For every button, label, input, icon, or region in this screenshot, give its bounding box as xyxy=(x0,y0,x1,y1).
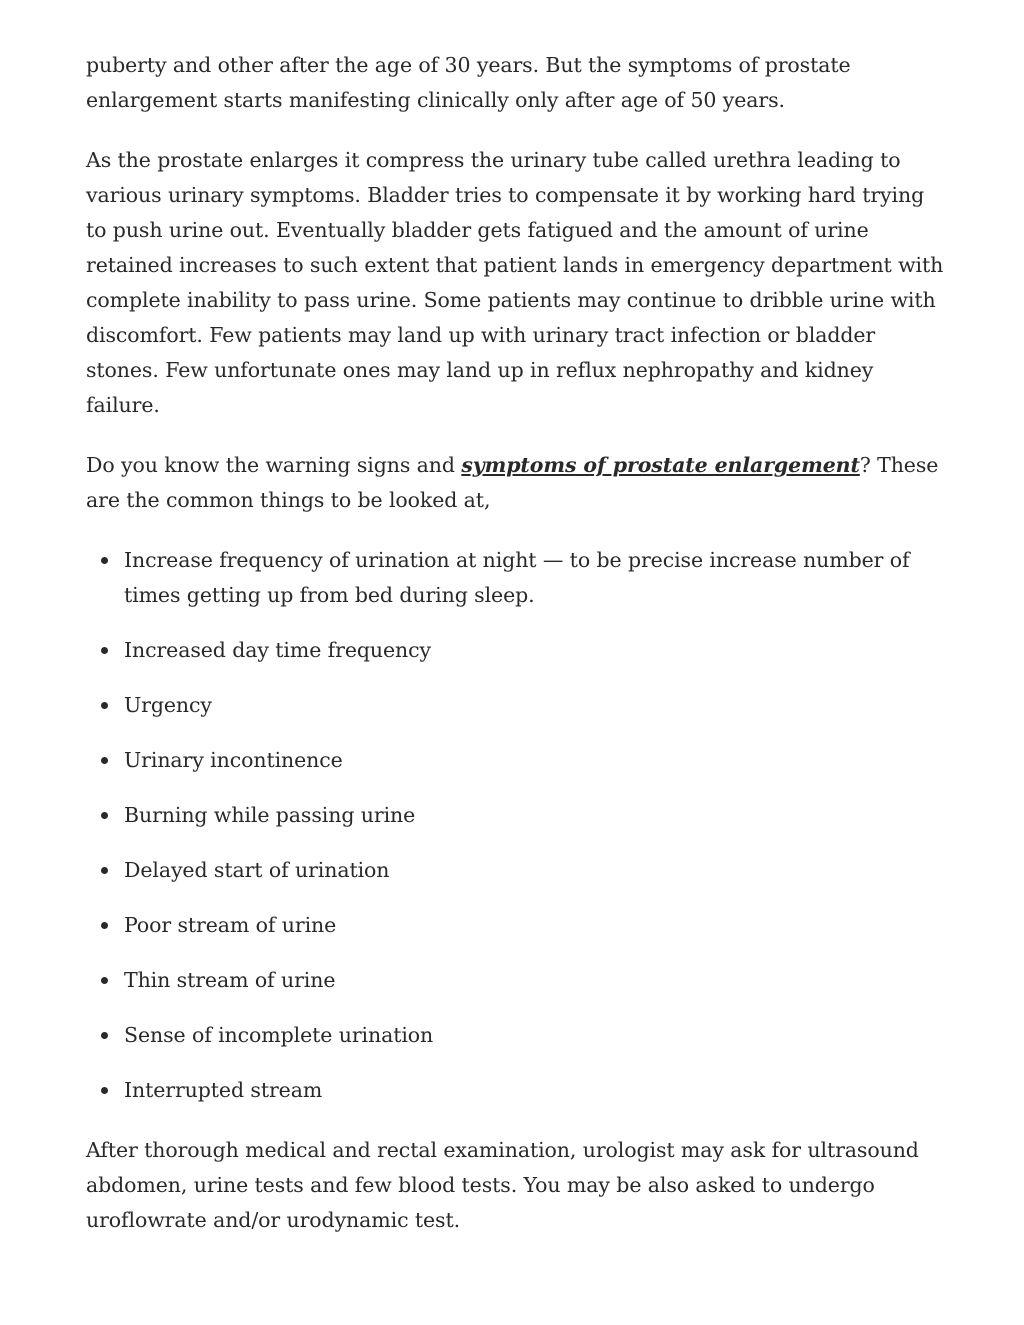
bullet-icon xyxy=(101,647,108,654)
bullet-icon xyxy=(101,812,108,819)
bullet-icon xyxy=(101,1032,108,1039)
prostate-enlargement-paragraph: As the prostate enlarges it compress the urinary tube called urethra leading to various urinary symptoms. Bladder tries to compensate it by working hard trying to push urine out. Eventually bladder gets fatigued and the amount of urine retained increases to such extent that patient lands in emergency department with complete inability to pass urine. Some patients may continue to dribble urine with discomfort. Few patients may land up with urinary tract infection or bladder stones. Few unfortunate ones may land up in reflux nephropathy and kidney failure. xyxy=(86,148,944,417)
bullet-icon xyxy=(101,1087,108,1094)
bullet-icon xyxy=(101,557,108,564)
list-item xyxy=(86,543,946,613)
list-item xyxy=(86,853,946,888)
list-item xyxy=(86,908,946,943)
bullet-icon xyxy=(101,702,108,709)
list-item xyxy=(86,1018,946,1053)
intro-paragraph: puberty and other after the age of 30 years. But the symptoms of prostate enlargement starts manifesting clinically only after age of 50 years. xyxy=(86,53,851,112)
list-item xyxy=(86,688,946,723)
list-item xyxy=(86,798,946,833)
symptom-text: Thin stream of urine xyxy=(124,968,336,992)
list-item xyxy=(86,743,946,778)
symptom-text: Urgency xyxy=(124,693,212,717)
diagnosis-paragraph: After thorough medical and rectal examination, urologist may ask for ultrasound abdomen, urine tests and few blood tests. You may be also asked to undergo uroflowrate and/or urodynamic test. xyxy=(86,1138,919,1232)
list-item xyxy=(86,633,946,668)
warning-signs-paragraph xyxy=(86,448,946,518)
bullet-icon xyxy=(101,922,108,929)
symptom-text: Increase frequency of urination at night — to be precise increase number of times getting up from bed during sleep. xyxy=(124,548,910,607)
list-item xyxy=(86,963,946,998)
symptom-text: Interrupted stream xyxy=(124,1078,323,1102)
bullet-icon xyxy=(101,757,108,764)
symptom-text: Delayed start of urination xyxy=(124,858,390,882)
symptoms-list xyxy=(86,543,946,1108)
symptom-text: Increased day time frequency xyxy=(124,638,431,662)
symptoms-link[interactable]: symptoms of prostate enlargement xyxy=(461,453,860,477)
warning-signs-text-before: Do you know the warning signs and xyxy=(86,453,462,477)
warning-signs-text-after: ? These are the common things to be looked at, xyxy=(86,453,939,512)
bullet-icon xyxy=(101,977,108,984)
symptom-text: Burning while passing urine xyxy=(124,803,416,827)
symptom-text: Urinary incontinence xyxy=(124,748,343,772)
symptom-text: Poor stream of urine xyxy=(124,913,337,937)
list-item xyxy=(86,1073,946,1108)
article-body xyxy=(86,48,946,1263)
symptom-text: Sense of incomplete urination xyxy=(124,1023,434,1047)
bullet-icon xyxy=(101,867,108,874)
